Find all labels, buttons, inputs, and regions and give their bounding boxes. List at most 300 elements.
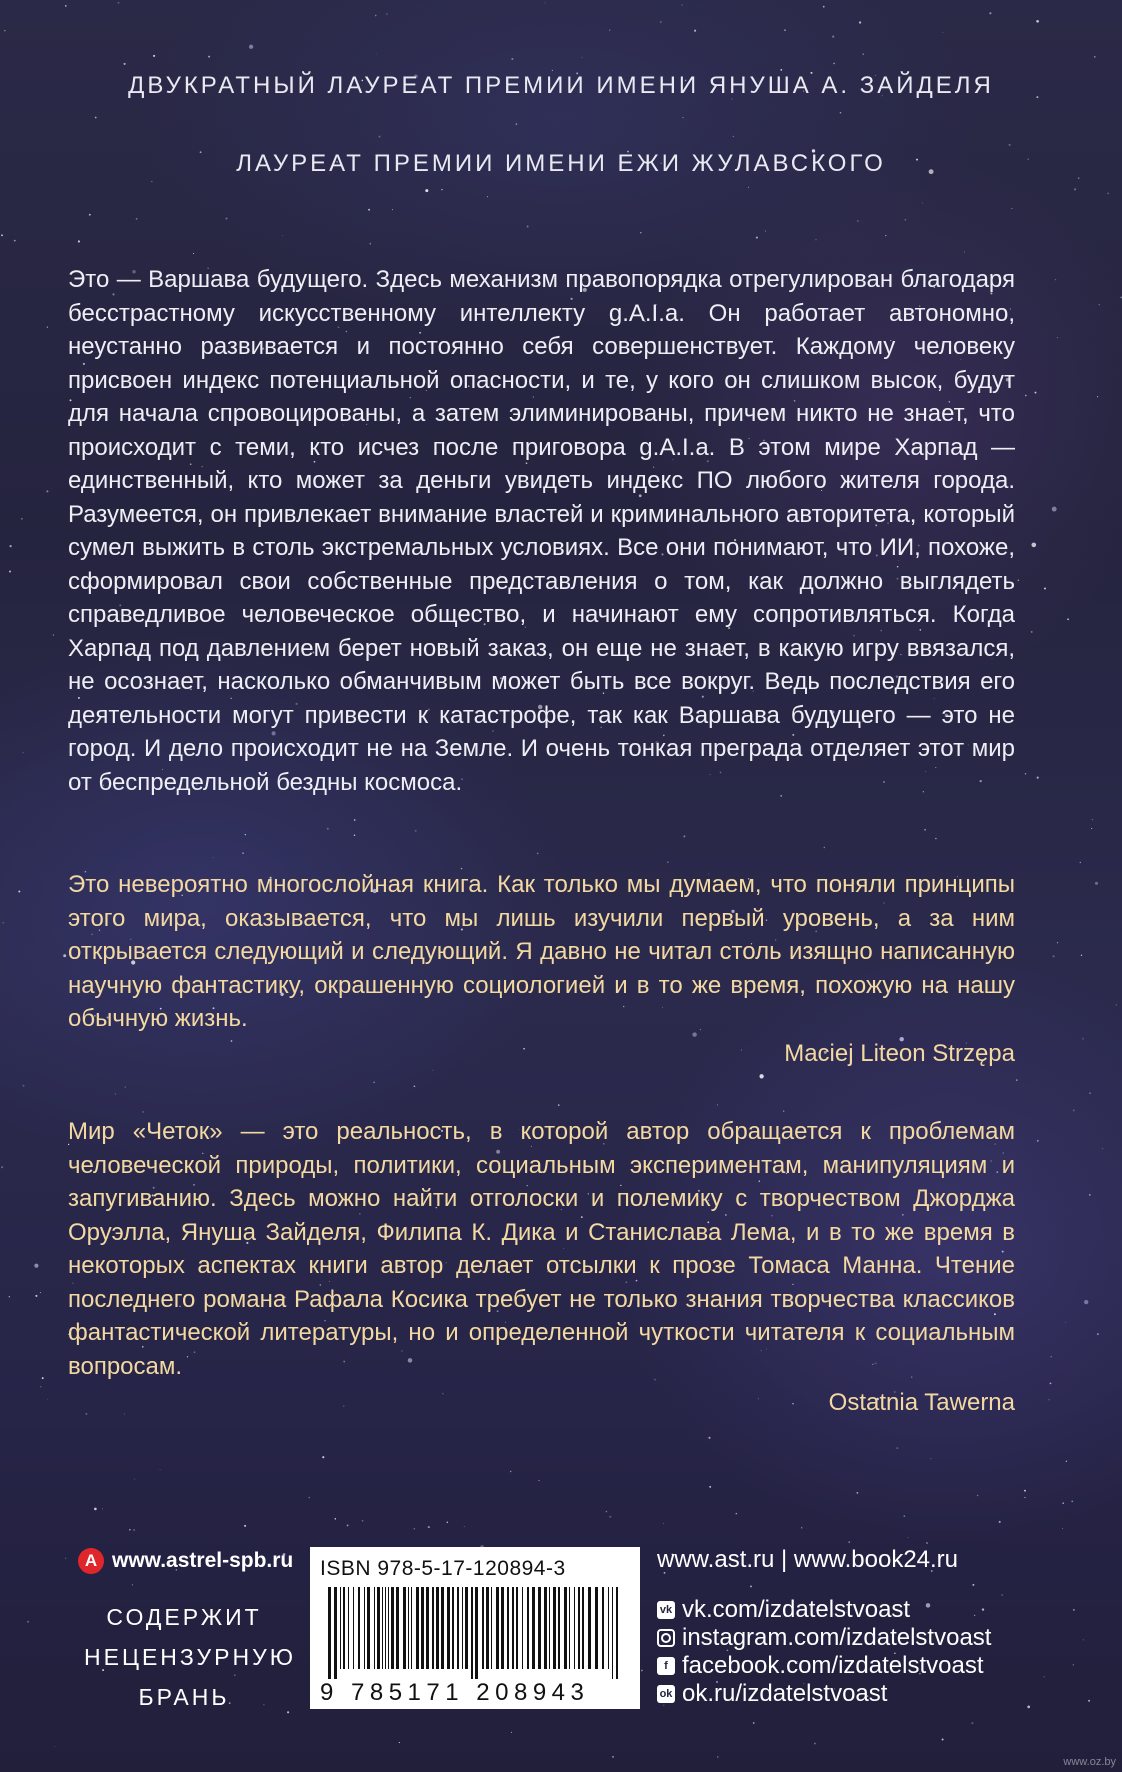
star bbox=[1062, 1528, 1063, 1529]
star bbox=[756, 237, 758, 239]
star bbox=[487, 196, 488, 197]
star bbox=[151, 181, 152, 182]
star bbox=[1065, 1322, 1066, 1323]
star bbox=[741, 1050, 742, 1051]
star bbox=[102, 1508, 103, 1509]
star bbox=[208, 56, 210, 58]
star bbox=[683, 835, 685, 837]
star bbox=[42, 1377, 44, 1379]
star bbox=[801, 1527, 803, 1529]
review-author-2: Ostatnia Tawerna bbox=[828, 1389, 1015, 1416]
content-warning-line-3: БРАНЬ bbox=[138, 1684, 230, 1710]
star bbox=[245, 834, 246, 835]
star bbox=[609, 1516, 611, 1518]
star bbox=[523, 1048, 525, 1050]
star bbox=[225, 217, 227, 219]
barcode-bar bbox=[595, 1587, 598, 1669]
star bbox=[1011, 208, 1012, 209]
star bbox=[432, 1070, 433, 1071]
star bbox=[415, 830, 417, 832]
barcode-bar bbox=[544, 1587, 547, 1669]
review-text-2: Мир «Четок» — это реальность, в которой автор обращается к проблемам человеческой природы, политики, социальным экспериментам, манипуляциям и запугиванию. Здесь можно найти отголоски и полемику с творчеством Джорджа Оруэлла, Януша Зайделя, Филипа К. Дика и Станислава Лема, и в то же время в некоторых аспектах книги автор делает отсылки к прозе Томаса Манна. Чтение последнего романа Рафала Косика требует не только знания творчества классиков фантастической литературы, но и определенной чуткости читателя к социальным вопросам. bbox=[68, 1118, 1015, 1380]
ast-logo-icon: A bbox=[78, 1548, 104, 1574]
star bbox=[34, 1264, 38, 1268]
star bbox=[1035, 392, 1037, 394]
barcode-bar bbox=[549, 1587, 550, 1669]
star bbox=[362, 1520, 364, 1522]
star bbox=[375, 15, 377, 17]
star bbox=[682, 117, 683, 118]
star bbox=[1073, 1609, 1075, 1611]
barcode-bar bbox=[377, 1587, 380, 1669]
star bbox=[1001, 1594, 1002, 1595]
ok-icon: ok bbox=[657, 1685, 675, 1703]
star bbox=[414, 1085, 416, 1087]
star bbox=[373, 1082, 374, 1083]
star bbox=[464, 1526, 465, 1527]
award-line-zajdel: ДВУКРАТНЫЙ ЛАУРЕАТ ПРЕМИИ ИМЕНИ ЯНУША А. ЗАЙДЕЛЯ bbox=[128, 72, 994, 99]
content-warning-line-2: НЕЦЕНЗУРНУЮ bbox=[84, 1644, 296, 1670]
star bbox=[442, 1393, 444, 1395]
star bbox=[971, 1722, 973, 1724]
barcode-bar bbox=[496, 1587, 499, 1669]
star bbox=[1062, 1502, 1064, 1504]
star bbox=[1080, 862, 1081, 863]
barcode-bar bbox=[501, 1587, 504, 1669]
star bbox=[1095, 882, 1098, 885]
barcode-bar bbox=[396, 1587, 399, 1669]
barcode-bar bbox=[486, 1587, 489, 1669]
star bbox=[609, 30, 610, 31]
instagram-link-text[interactable]: instagram.com/izdatelstvoast bbox=[682, 1624, 992, 1651]
star bbox=[1094, 56, 1095, 57]
barcode-bar bbox=[343, 1587, 345, 1669]
star bbox=[18, 890, 20, 892]
star bbox=[231, 1040, 233, 1042]
barcode-bar bbox=[403, 1587, 406, 1669]
star bbox=[368, 209, 370, 211]
star bbox=[717, 1756, 718, 1757]
facebook-icon: f bbox=[657, 1657, 675, 1675]
content-warning-line-1: СОДЕРЖИТ bbox=[106, 1604, 262, 1630]
barcode-bar bbox=[532, 1587, 535, 1669]
star bbox=[399, 1742, 400, 1743]
barcode-bar bbox=[507, 1587, 509, 1669]
star bbox=[640, 232, 641, 233]
barcode-bar bbox=[574, 1587, 575, 1669]
star bbox=[840, 112, 842, 114]
star bbox=[142, 1111, 144, 1113]
star bbox=[857, 220, 858, 221]
star bbox=[343, 1405, 344, 1406]
star bbox=[322, 1456, 324, 1458]
star bbox=[1055, 279, 1056, 280]
barcode-bar bbox=[358, 1587, 360, 1669]
star bbox=[558, 1104, 560, 1106]
star bbox=[1057, 942, 1058, 943]
star bbox=[780, 69, 782, 71]
star bbox=[1097, 1333, 1099, 1335]
star bbox=[1073, 1109, 1075, 1111]
star bbox=[65, 5, 67, 7]
star bbox=[35, 1295, 37, 1297]
star bbox=[681, 5, 682, 6]
star bbox=[115, 1094, 116, 1095]
star bbox=[885, 235, 886, 236]
barcode-bar bbox=[432, 1587, 434, 1669]
star bbox=[660, 21, 662, 23]
star bbox=[335, 1518, 336, 1519]
star bbox=[1092, 819, 1093, 820]
barcode-bar bbox=[452, 1587, 454, 1669]
star bbox=[1024, 1490, 1026, 1492]
barcode-bar bbox=[588, 1587, 591, 1669]
star bbox=[425, 189, 428, 192]
star bbox=[903, 1515, 905, 1517]
star bbox=[1, 1166, 3, 1168]
barcode-bar bbox=[382, 1587, 383, 1669]
star bbox=[1037, 777, 1039, 779]
ok-link[interactable] bbox=[657, 1680, 991, 1708]
star bbox=[1044, 588, 1046, 590]
synopsis-paragraph: Это — Варшава будущего. Здесь механизм правопорядка отрегулирован благодаря бесстрастному искусственному интеллекту g.A.I.a. Он работает автономно, неустанно развивается и постоянно себя совершенствует. Каждому человеку присвоен индекс потенциальной опасности, и те, у кого он слишком высок, будут для начала спровоцированы, а затем элиминированы, причем никто не знает, что происходит с теми, кто исчез после приговора g.A.I.a. В этом мире Харпад — единственный, кто может за деньги увидеть индекс ПО любого жителя города. Разумеется, он привлекает внимание властей и криминального авторитета, который сумел выжить в столь экстремальных условиях. Все они понимают, что ИИ, похоже, сформировал свои собственные представления о том, как должно выглядеть справедливое человеческое общество, и начинают ему сопротивляться. Когда Харпад под давлением берет новый заказ, он еще не знает, в какую игру ввязался, не осознает, насколько обманчивым может быть все вокруг. Ведь последствия его деятельности могут привести к катастрофе, так как Варшава будущего — это не город. И дело происходит не на Земле. И очень тонкая преграда отделяет этот мир от беспредельной бездны космоса. bbox=[68, 266, 1015, 796]
star bbox=[924, 829, 926, 831]
star bbox=[63, 954, 66, 957]
barcode-bar bbox=[553, 1587, 556, 1669]
barcode-bar bbox=[447, 1587, 450, 1669]
barcode-bar bbox=[616, 1587, 618, 1679]
star bbox=[1066, 1461, 1067, 1462]
star bbox=[193, 253, 194, 254]
star bbox=[282, 235, 283, 236]
star bbox=[1053, 955, 1055, 957]
star bbox=[354, 819, 356, 821]
star bbox=[1102, 1148, 1103, 1149]
barcode-bar bbox=[608, 1587, 609, 1669]
star bbox=[896, 1447, 898, 1449]
star bbox=[85, 1413, 87, 1415]
star bbox=[1089, 1194, 1091, 1196]
barcode-bar bbox=[426, 1587, 429, 1669]
barcode-bar bbox=[353, 1587, 354, 1669]
star bbox=[848, 1541, 849, 1542]
star bbox=[10, 545, 12, 547]
star bbox=[537, 853, 539, 855]
star bbox=[309, 1497, 311, 1499]
star bbox=[1025, 395, 1027, 397]
star bbox=[717, 1104, 718, 1105]
star bbox=[1031, 631, 1033, 633]
star bbox=[753, 1722, 755, 1724]
star bbox=[447, 1522, 449, 1524]
barcode-bar bbox=[374, 1587, 375, 1669]
barcode-bar bbox=[482, 1587, 484, 1669]
star bbox=[23, 752, 24, 753]
web-links[interactable]: www.ast.ru | www.book24.ru bbox=[657, 1546, 959, 1573]
star bbox=[1073, 1664, 1074, 1665]
barcode-bar bbox=[457, 1587, 459, 1669]
star bbox=[552, 70, 553, 71]
barcode-bar bbox=[441, 1587, 444, 1669]
star bbox=[823, 6, 825, 8]
star bbox=[759, 1074, 763, 1078]
star bbox=[758, 1398, 759, 1399]
review-text-1: Это невероятно многослойная книга. Как только мы думаем, что поняли принципы этого мира, оказывается, что мы лишь изучили первый уровень, а за ним открывается следующий и следующий. Я давно не читал столь изящно написанную научную фантастику, окрашенную социологией и в то же время, похожую на нашу обычную жизнь. bbox=[68, 871, 1015, 1032]
star bbox=[21, 518, 22, 519]
star bbox=[935, 838, 937, 840]
star bbox=[1051, 1356, 1052, 1357]
star bbox=[857, 1492, 859, 1494]
barcode-bar bbox=[516, 1587, 518, 1669]
star bbox=[65, 1558, 66, 1559]
star bbox=[9, 571, 11, 573]
star bbox=[47, 326, 48, 327]
barcode-bar bbox=[578, 1587, 580, 1669]
star bbox=[1018, 579, 1020, 581]
star bbox=[733, 136, 734, 137]
star bbox=[132, 1584, 133, 1585]
star bbox=[765, 230, 766, 231]
isbn-barcode bbox=[310, 1547, 640, 1709]
star bbox=[1097, 396, 1098, 397]
barcode-bar bbox=[436, 1587, 439, 1669]
star bbox=[1031, 543, 1036, 548]
barcode-bar bbox=[364, 1587, 365, 1669]
star bbox=[832, 36, 834, 38]
star bbox=[89, 214, 91, 216]
barcode-bar bbox=[491, 1587, 492, 1669]
star bbox=[1044, 1676, 1045, 1677]
star bbox=[78, 240, 80, 242]
star bbox=[369, 243, 371, 245]
star bbox=[748, 187, 749, 188]
barcode-bar bbox=[385, 1587, 386, 1669]
star bbox=[3, 922, 4, 923]
star bbox=[14, 240, 16, 242]
star bbox=[709, 1486, 711, 1488]
star bbox=[1009, 144, 1011, 146]
star bbox=[1050, 1383, 1052, 1385]
barcode-bar bbox=[522, 1587, 523, 1669]
star bbox=[815, 239, 816, 240]
ok-link-text[interactable]: ok.ru/izdatelstvoast bbox=[682, 1680, 888, 1707]
star bbox=[1083, 1639, 1084, 1640]
instagram-link[interactable] bbox=[657, 1624, 991, 1652]
star bbox=[989, 12, 991, 14]
barcode-bar bbox=[421, 1587, 424, 1669]
isbn-label: ISBN 978-5-17-120894-3 bbox=[320, 1557, 566, 1580]
star bbox=[784, 29, 786, 31]
facebook-link[interactable] bbox=[657, 1652, 991, 1680]
barcode-digits: 9 785171 208943 bbox=[320, 1679, 590, 1706]
star bbox=[23, 1085, 25, 1087]
star bbox=[1116, 1004, 1117, 1005]
star bbox=[95, 117, 97, 119]
star bbox=[124, 1413, 125, 1414]
star bbox=[54, 1746, 55, 1747]
star bbox=[379, 136, 381, 138]
facebook-link-text[interactable]: facebook.com/izdatelstvoast bbox=[682, 1652, 984, 1679]
star bbox=[511, 58, 513, 60]
star bbox=[153, 55, 155, 57]
star bbox=[930, 1458, 931, 1459]
star bbox=[46, 490, 48, 492]
publisher-site-url[interactable]: www.astrel-spb.ru bbox=[112, 1549, 294, 1572]
star bbox=[1016, 1079, 1018, 1081]
star bbox=[942, 32, 943, 33]
star bbox=[392, 209, 393, 210]
star bbox=[926, 1542, 928, 1544]
star bbox=[4, 30, 5, 31]
barcode-bar bbox=[328, 1587, 331, 1679]
star bbox=[244, 1525, 246, 1527]
barcode-bar bbox=[558, 1587, 560, 1669]
watermark: www.oz.by bbox=[1063, 1756, 1116, 1768]
star bbox=[708, 1437, 710, 1439]
star bbox=[9, 1296, 10, 1297]
star bbox=[354, 835, 355, 836]
star bbox=[40, 1292, 41, 1293]
star bbox=[527, 226, 529, 228]
barcode-bar bbox=[602, 1587, 604, 1669]
barcode-bar bbox=[527, 1587, 529, 1669]
star bbox=[124, 63, 126, 65]
star bbox=[1037, 1140, 1039, 1142]
star bbox=[376, 53, 377, 54]
barcode-bar bbox=[348, 1587, 349, 1669]
star bbox=[125, 1086, 126, 1087]
barcode-bar bbox=[465, 1587, 468, 1669]
star bbox=[1, 234, 3, 236]
barcode-bar bbox=[411, 1587, 412, 1669]
star bbox=[1027, 1706, 1030, 1709]
star bbox=[736, 1513, 737, 1514]
star bbox=[511, 1732, 512, 1733]
star bbox=[136, 218, 138, 220]
star bbox=[1024, 1497, 1025, 1498]
star bbox=[1081, 955, 1082, 956]
barcode-bar bbox=[471, 1587, 473, 1679]
star bbox=[1082, 1038, 1084, 1040]
barcode-bar bbox=[582, 1587, 584, 1669]
star bbox=[792, 1403, 793, 1404]
publisher-site[interactable] bbox=[78, 1548, 293, 1574]
barcode-bars bbox=[322, 1587, 628, 1679]
vk-icon: vk bbox=[657, 1601, 675, 1619]
star bbox=[783, 1111, 784, 1112]
star bbox=[242, 852, 244, 854]
star bbox=[539, 1480, 540, 1481]
star bbox=[249, 45, 253, 49]
barcode-bar bbox=[334, 1587, 337, 1679]
star bbox=[1048, 1399, 1049, 1400]
star bbox=[1084, 1300, 1088, 1304]
star bbox=[516, 123, 518, 125]
star bbox=[129, 1529, 130, 1530]
star bbox=[327, 828, 329, 830]
star bbox=[833, 63, 835, 65]
star bbox=[612, 1756, 614, 1758]
star bbox=[942, 1739, 944, 1741]
barcode-bar bbox=[408, 1587, 409, 1669]
star bbox=[999, 1521, 1001, 1523]
star bbox=[964, 252, 965, 253]
star bbox=[1074, 188, 1076, 190]
star bbox=[1067, 618, 1069, 620]
star bbox=[40, 1386, 42, 1388]
review-author-1: Maciej Liteon Strzępa bbox=[784, 1040, 1015, 1067]
star bbox=[133, 1529, 135, 1531]
star bbox=[386, 13, 387, 14]
star bbox=[441, 189, 442, 190]
star bbox=[977, 1495, 978, 1496]
star bbox=[53, 634, 54, 635]
content-warning bbox=[84, 1597, 296, 1717]
star bbox=[907, 1537, 908, 1538]
star bbox=[904, 219, 906, 221]
star bbox=[694, 30, 696, 32]
star bbox=[1107, 192, 1109, 194]
star bbox=[1036, 20, 1039, 23]
star bbox=[428, 1526, 430, 1528]
barcode-bar bbox=[538, 1587, 541, 1669]
star bbox=[1088, 1700, 1090, 1702]
star bbox=[287, 1711, 289, 1713]
star bbox=[814, 1743, 816, 1745]
star bbox=[1071, 1501, 1073, 1503]
award-line-zulawski: ЛАУРЕАТ ПРЕМИИ ИМЕНИ ЕЖИ ЖУЛАВСКОГО bbox=[236, 150, 886, 177]
barcode-bar bbox=[475, 1587, 478, 1679]
barcode-bar bbox=[416, 1587, 419, 1669]
barcode-bar bbox=[612, 1587, 613, 1679]
star bbox=[582, 57, 583, 58]
star bbox=[1091, 828, 1092, 829]
star bbox=[606, 1511, 607, 1512]
star bbox=[160, 1469, 161, 1470]
star bbox=[510, 1471, 511, 1472]
vk-link[interactable] bbox=[657, 1596, 991, 1624]
star bbox=[641, 1670, 643, 1672]
star bbox=[1089, 1092, 1091, 1094]
barcode-bar bbox=[388, 1587, 389, 1669]
instagram-icon bbox=[657, 1629, 675, 1647]
star bbox=[27, 1621, 29, 1623]
star bbox=[118, 2, 120, 4]
barcode-bar bbox=[564, 1587, 567, 1669]
star bbox=[824, 847, 825, 848]
star bbox=[414, 1528, 415, 1529]
barcode-bar bbox=[512, 1587, 514, 1669]
vk-link-text[interactable]: vk.com/izdatelstvoast bbox=[682, 1596, 911, 1623]
barcode-bar bbox=[391, 1587, 394, 1669]
publisher-links bbox=[657, 1546, 991, 1708]
star bbox=[1025, 773, 1027, 775]
star bbox=[863, 53, 865, 55]
star bbox=[134, 1479, 135, 1480]
star bbox=[47, 1399, 48, 1400]
star bbox=[922, 203, 923, 204]
star bbox=[859, 21, 861, 23]
star bbox=[1099, 304, 1100, 305]
star bbox=[1057, 337, 1058, 338]
star bbox=[663, 1523, 664, 1524]
star bbox=[1052, 507, 1057, 512]
star bbox=[347, 1524, 349, 1526]
star bbox=[213, 857, 214, 858]
star bbox=[94, 1508, 97, 1511]
star bbox=[544, 2, 545, 3]
star bbox=[667, 862, 668, 863]
